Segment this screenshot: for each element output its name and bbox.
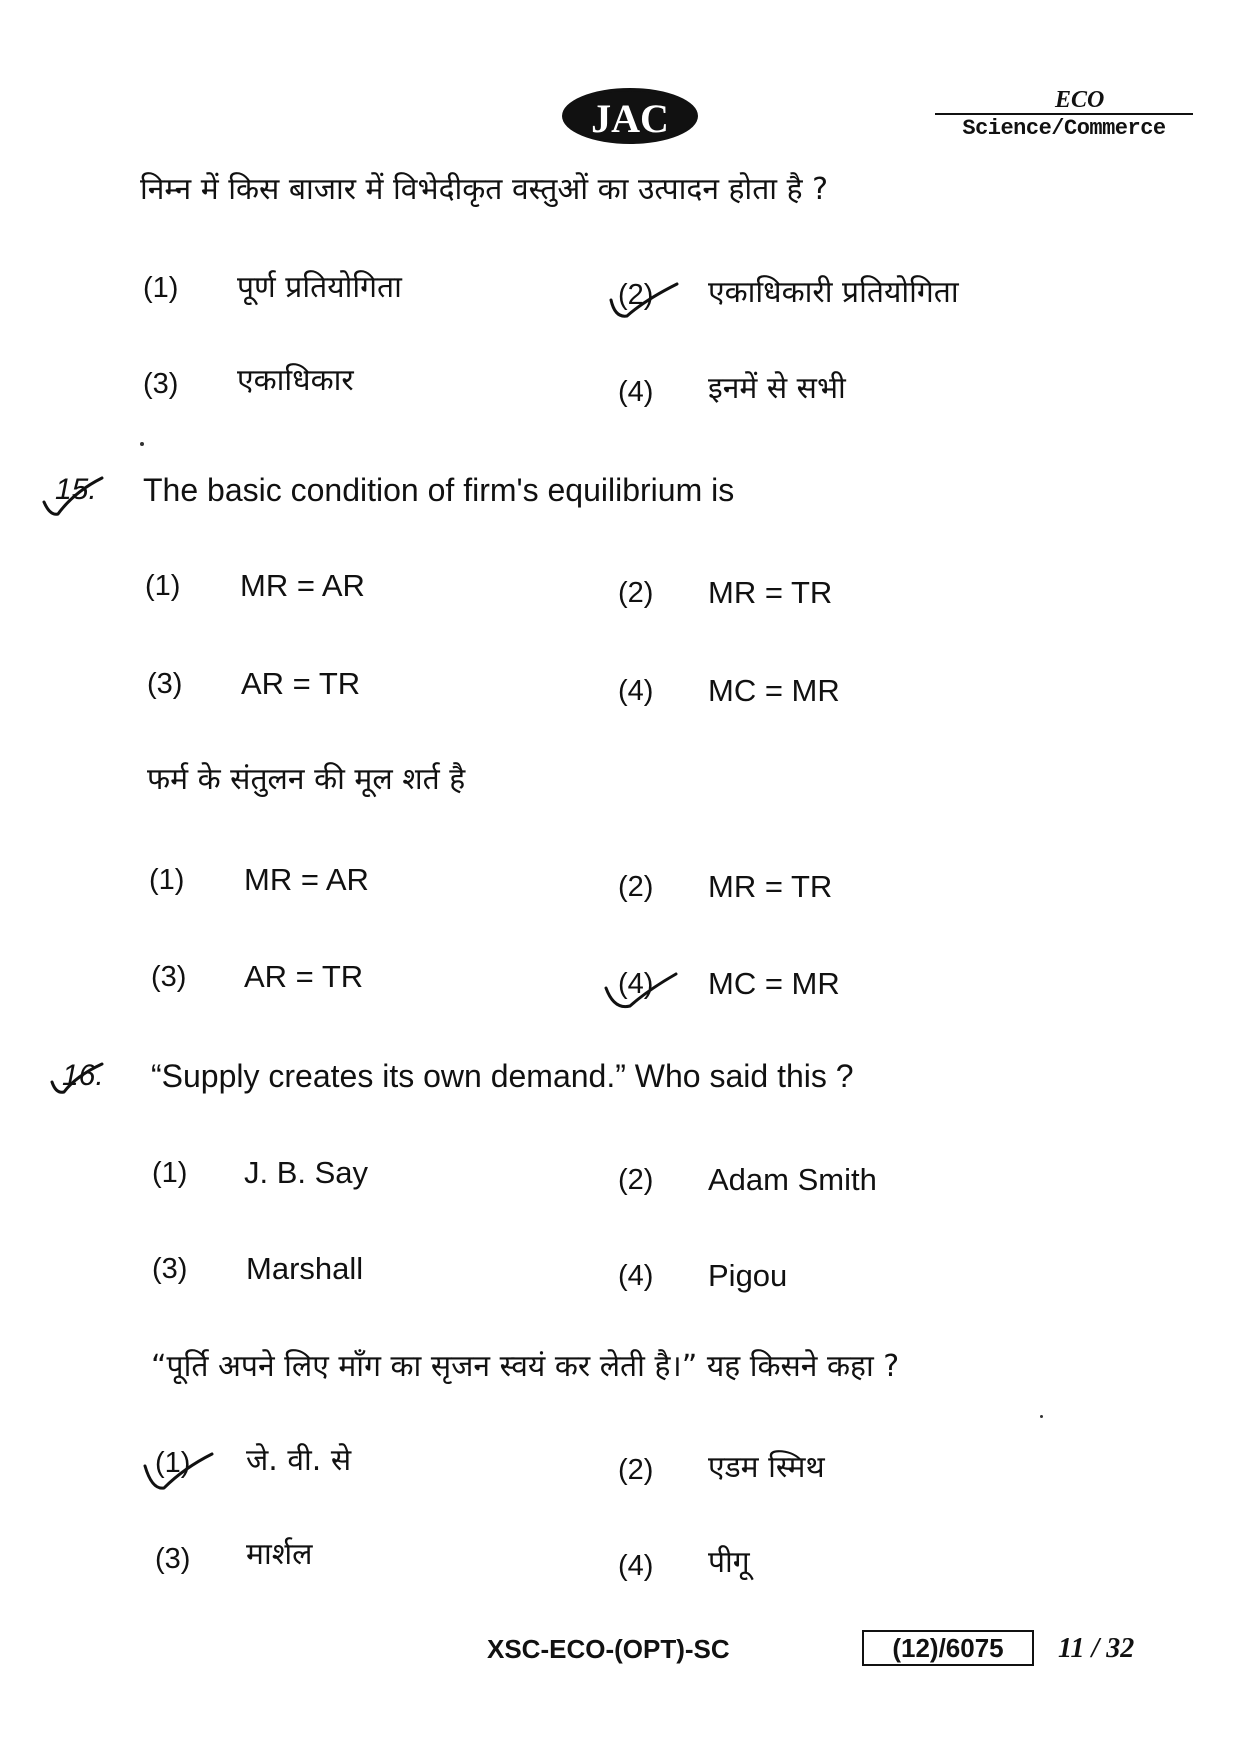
q15-hindi-option-1-text: MR = AR bbox=[244, 862, 369, 897]
q16-hindi-question: “पूर्ति अपने लिए माँग का सृजन स्वयं कर लेती है।” यह किसने कहा ? bbox=[151, 1349, 900, 1384]
q14-option-1-number: (1) bbox=[143, 272, 179, 304]
q16-hindi-option-2-number: (2) bbox=[618, 1454, 654, 1486]
q16-hindi-option-2-text: एडम स्मिथ bbox=[708, 1450, 825, 1485]
stray-dot bbox=[140, 442, 144, 446]
q15-hindi-option-1-number: (1) bbox=[149, 864, 185, 896]
q16-hindi-option-3-text: मार्शल bbox=[246, 1537, 313, 1572]
q15-hindi-option-4-text: MC = MR bbox=[708, 966, 840, 1001]
q16-option-4-number: (4) bbox=[618, 1260, 654, 1292]
q16-hindi-option-4-number: (4) bbox=[618, 1550, 654, 1582]
question-tick-mark-icon bbox=[48, 1058, 108, 1098]
q16-option-1-number: (1) bbox=[152, 1157, 188, 1189]
q16-question: “Supply creates its own demand.” Who said this ? bbox=[151, 1058, 854, 1094]
jac-logo: JAC bbox=[562, 88, 698, 144]
q14-option-4-text: इनमें से सभी bbox=[708, 371, 846, 406]
q16-option-3-number: (3) bbox=[152, 1253, 188, 1285]
q16-option-1-text: J. B. Say bbox=[244, 1155, 369, 1190]
q15-hindi-option-3-number: (3) bbox=[151, 961, 187, 993]
q15-option-2-text: MR = TR bbox=[708, 575, 833, 610]
q15-number: 15. bbox=[55, 473, 97, 506]
subject-code: ECO bbox=[935, 88, 1193, 115]
q16-hindi-option-3-number: (3) bbox=[155, 1543, 191, 1575]
answer-tick-mark-icon bbox=[140, 1446, 220, 1498]
q15-option-1-text: MR = AR bbox=[240, 568, 365, 603]
stream-label: Science/Commerce bbox=[962, 116, 1166, 141]
footer-page-number: 11 / 32 bbox=[1058, 1633, 1135, 1664]
q16-option-3-text: Marshall bbox=[246, 1251, 364, 1286]
q14-option-1-text: पूर्ण प्रतियोगिता bbox=[237, 270, 402, 305]
stray-dot bbox=[1040, 1415, 1043, 1418]
q14-option-3-text: एकाधिकार bbox=[237, 363, 354, 398]
q14-option-2-number: (2) bbox=[618, 279, 654, 311]
q14-option-3-number: (3) bbox=[143, 368, 179, 400]
question-tick-mark-icon bbox=[40, 472, 110, 520]
q16-option-2-text: Adam Smith bbox=[708, 1162, 877, 1197]
q14-option-4-number: (4) bbox=[618, 376, 654, 408]
q16-option-2-number: (2) bbox=[618, 1164, 654, 1196]
q16-number: 16. bbox=[62, 1059, 104, 1092]
q15-option-4-number: (4) bbox=[618, 675, 654, 707]
q16-hindi-option-1-text: जे. वी. से bbox=[246, 1443, 352, 1478]
q15-hindi-option-2-text: MR = TR bbox=[708, 869, 833, 904]
q16-hindi-option-1-number: (1) bbox=[155, 1447, 191, 1479]
q15-hindi-option-3-text: AR = TR bbox=[244, 959, 364, 994]
subject-label bbox=[935, 88, 1193, 143]
q15-hindi-option-2-number: (2) bbox=[618, 871, 654, 903]
q15-hindi-question: फर्म के संतुलन की मूल शर्त है bbox=[147, 762, 466, 797]
footer-paper-code: XSC-ECO-(OPT)-SC bbox=[487, 1634, 730, 1664]
answer-tick-mark-icon bbox=[600, 966, 684, 1018]
q15-option-4-text: MC = MR bbox=[708, 673, 840, 708]
q15-option-2-number: (2) bbox=[618, 577, 654, 609]
q16-option-4-text: Pigou bbox=[708, 1258, 788, 1293]
q14-option-2-text: एकाधिकारी प्रतियोगिता bbox=[708, 275, 959, 310]
q14-hindi-question: निम्न में किस बाजार में विभेदीकृत वस्तुओं का उत्पादन होता है ? bbox=[140, 172, 828, 207]
q15-option-3-number: (3) bbox=[147, 668, 183, 700]
answer-tick-mark-icon bbox=[605, 278, 685, 328]
q15-hindi-option-4-number: (4) bbox=[618, 968, 654, 1000]
q15-option-3-text: AR = TR bbox=[241, 666, 361, 701]
q15-option-1-number: (1) bbox=[145, 570, 181, 602]
footer-box-code: (12)/6075 bbox=[862, 1630, 1034, 1666]
q15-question: The basic condition of firm's equilibrium is bbox=[143, 472, 735, 508]
q16-hindi-option-4-text: पीगू bbox=[708, 1545, 750, 1580]
